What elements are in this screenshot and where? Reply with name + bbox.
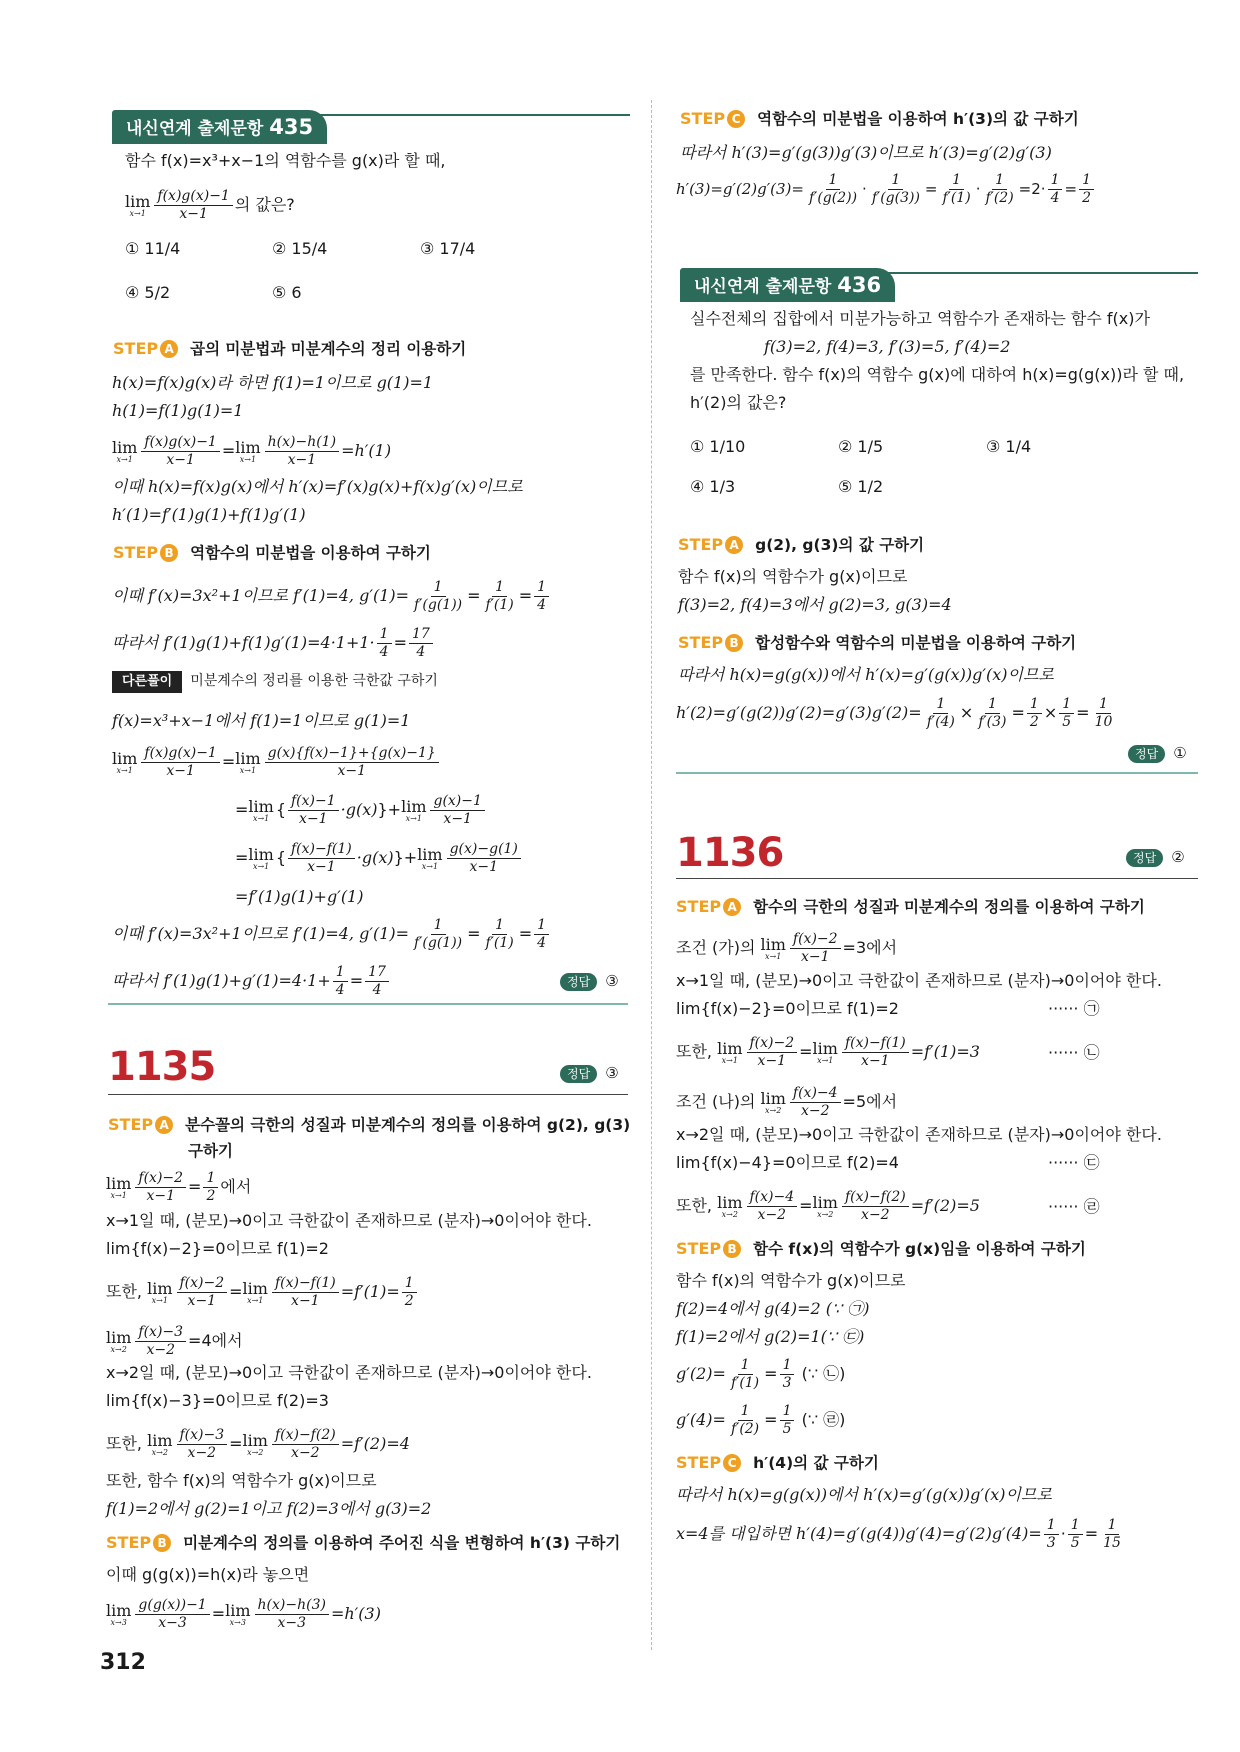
problem-number-1135: 1135 <box>108 1044 216 1090</box>
p1135-l7: lim{f(x)−3}=0이므로 f(2)=3 <box>106 1391 329 1410</box>
p1136-l7-mark: ······ ㉢ <box>1048 1153 1100 1172</box>
q436-answer: 정답 ① <box>1128 742 1187 764</box>
p1136-l8: 또한, lim x→2 $\frac{f(x)-4}{x-2}$ = lim x→2 $\frac{f(x)-f(2)}{x-2}$ =f′(2)=5 <box>676 1189 980 1223</box>
option-5[interactable]: ⑤ 6 <box>272 283 302 302</box>
alt-c4: = lim x→1 { $\frac{f(x)-f(1)}{x-1}$ ·g(x)}+ lim x→1 $\frac{g(x)-g(1)}{x-1}$ <box>235 838 523 878</box>
badge-underline <box>112 114 630 116</box>
alt-c2: lim x→1 $\frac{f(x)g(x)-1}{x-1}$ = lim x→1 $\frac{g(x)\{f(x)-1\}+\{g(x)-1\}}{x-1}$ <box>112 742 441 782</box>
alt-c5: =f′(1)g(1)+g′(1) <box>235 887 364 906</box>
q435-stem2 <box>125 186 295 224</box>
p1136-m3: f(1)=2에서 g(2)=1(∵ ㉢) <box>676 1327 865 1346</box>
alt-solution-heading: 다른풀이 미분계수의 정리를 이용한 극한값 구하기 <box>112 670 438 693</box>
q436-s3: 를 만족한다. 함수 f(x)의 역함수 g(x)에 대하여 h(x)=g(g(x))라 할 때, <box>690 365 1185 384</box>
q436-step-b: STEP B 합성함수와 역함수의 미분법을 이용하여 구하기 <box>678 633 1077 652</box>
p1135-l11: 이때 g(g(x))=h(x)라 놓으면 <box>106 1565 310 1584</box>
p1135-l4: 또한, lim x→1 $\frac{f(x)-2}{x-1}$ = lim x→1 $\frac{f(x)-f(1)}{x-1}$ =f′(1)= $\frac{1}{2}$ <box>106 1272 419 1312</box>
p1136-step-c: STEP C h′(4)의 값 구하기 <box>676 1453 879 1472</box>
q436-b2: h′(2)=g′(g(2))g′(2)=g′(3)g′(2)= $\frac{1}{f'(4)}$ × $\frac{1}{f'(3)}$ = $\frac{1}{2}$ × $\frac{1}{5}$ = $\frac{1}{10}$ <box>676 696 1113 730</box>
alt-c1: f(x)=x³+x−1에서 f(1)=1이므로 g(1)=1 <box>112 711 411 730</box>
p1135-l3: lim{f(x)−2}=0이므로 f(1)=2 <box>106 1239 329 1258</box>
p1135-c1: 따라서 h′(3)=g′(g(3))g′(3)이므로 h′(3)=g′(2)g′(3) <box>680 143 1052 162</box>
problem-rule <box>676 878 1198 879</box>
q435-a4: 이때 h(x)=f(x)g(x)에서 h′(x)=f′(x)g(x)+f(x)g′(x)이므로 <box>112 477 523 496</box>
p1136-step-b: STEP B 함수 f(x)의 역함수가 g(x)임을 이용하여 구하기 <box>676 1239 1086 1258</box>
p1136-n1: 따라서 h(x)=g(g(x))에서 h′(x)=g′(g(x))g′(x)이므로 <box>676 1485 1052 1504</box>
option-2[interactable]: ② 15/4 <box>272 239 328 258</box>
p1136-m1: 함수 f(x)의 역함수가 g(x)이므로 <box>676 1271 906 1290</box>
p1135-step-b: STEP B 미분계수의 정의를 이용하여 주어진 식을 변형하여 h′(3) 구하기 <box>106 1533 621 1552</box>
q435-a2: h(1)=f(1)g(1)=1 <box>112 401 244 420</box>
option-1[interactable]: ① 11/4 <box>125 239 181 258</box>
column-divider <box>651 100 652 1650</box>
q435-a1: h(x)=f(x)g(x)라 하면 f(1)=1이므로 g(1)=1 <box>112 373 434 392</box>
q436-b1: 따라서 h(x)=g(g(x))에서 h′(x)=g′(g(x))g′(x)이므로 <box>678 665 1054 684</box>
badge-label: 내신연계 출제문항 <box>694 277 832 297</box>
stem-tail: 의 값은? <box>234 195 295 214</box>
fraction: $\frac{f(x)g(x)-1}{x-1}$ <box>154 188 232 223</box>
q436-a1: 함수 f(x)의 역함수가 g(x)이므로 <box>678 567 908 586</box>
problem-number-1136: 1136 <box>676 830 784 876</box>
q436-s2: f(3)=2, f(4)=3, f′(3)=5, f′(4)=2 <box>764 337 1011 356</box>
q435-a5: h′(1)=f′(1)g(1)+f(1)g′(1) <box>112 505 306 524</box>
option-4[interactable]: ④ 1/3 <box>690 477 736 496</box>
alt-c3: = lim x→1 { $\frac{f(x)-1}{x-1}$ ·g(x)}+ lim x→1 $\frac{g(x)-1}{x-1}$ <box>235 790 487 830</box>
p1136-m5: g′(4)= $\frac{1}{f'(2)}$ = $\frac{1}{5}$ (∵ ㉣) <box>676 1403 846 1437</box>
section-rule <box>108 1003 628 1005</box>
section-rule <box>676 772 1198 774</box>
option-3[interactable]: ③ 1/4 <box>986 437 1032 456</box>
q436-step-a: STEP A g(2), g(3)의 값 구하기 <box>678 535 925 554</box>
p1136-l1: 조건 (가)의 lim x→1 $\frac{f(x)-2}{x-1}$ =3에서 <box>676 931 898 965</box>
q436-s4: h′(2)의 값은? <box>690 393 787 412</box>
p1135-answer: 정답 ③ <box>560 1062 619 1084</box>
option-5[interactable]: ⑤ 1/2 <box>838 477 884 496</box>
p1135-l6: x→2일 때, (분모)→0이고 극한값이 존재하므로 (분자)→0이어야 한다. <box>106 1363 592 1382</box>
badge-number: 435 <box>269 115 314 139</box>
p1136-m2: f(2)=4에서 g(4)=2 (∵ ㉠) <box>676 1299 870 1318</box>
p1136-l2: x→1일 때, (분모)→0이고 극한값이 존재하므로 (분자)→0이어야 한다. <box>676 971 1162 990</box>
p1135-l10: f(1)=2에서 g(2)=1이고 f(2)=3에서 g(3)=2 <box>106 1499 432 1518</box>
p1135-step-a-cont: 구하기 <box>188 1142 233 1160</box>
q435-a3: lim x→1 $\frac{f(x)g(x)-1}{x-1}$ = lim x→1 $\frac{h(x)-h(1)}{x-1}$ =h′(1) <box>112 434 392 468</box>
p1135-l5: lim x→2 $\frac{f(x)-3}{x-2}$ =4에서 <box>106 1324 243 1358</box>
problem-rule <box>108 1094 628 1095</box>
p1136-l3: lim{f(x)−2}=0이므로 f(1)=2 <box>676 999 899 1018</box>
p1135-step-a: STEP A 분수꼴의 극한의 성질과 미분계수의 정의를 이용하여 g(2), g(3) <box>108 1115 631 1134</box>
page-number: 312 <box>100 1650 146 1675</box>
p1136-m4: g′(2)= $\frac{1}{f'(1)}$ = $\frac{1}{3}$ (∵ ㉡) <box>676 1357 846 1391</box>
option-3[interactable]: ③ 17/4 <box>420 239 476 258</box>
p1135-l8: 또한, lim x→2 $\frac{f(x)-3}{x-2}$ = lim x→2 $\frac{f(x)-f(2)}{x-2}$ =f′(2)=4 <box>106 1427 410 1461</box>
p1136-l7: lim{f(x)−4}=0이므로 f(2)=4 <box>676 1153 899 1172</box>
lim: lim x→1 <box>125 191 151 218</box>
q436-s1: 실수전체의 집합에서 미분가능하고 역함수가 존재하는 함수 f(x)가 <box>690 309 1150 328</box>
q435-step-a: STEP A 곱의 미분법과 미분계수의 정리 이용하기 <box>113 339 467 358</box>
p1135-step-c: STEP C 역함수의 미분법을 이용하여 h′(3)의 값 구하기 <box>680 109 1079 128</box>
p1136-l4: 또한, lim x→1 $\frac{f(x)-2}{x-1}$ = lim x→1 $\frac{f(x)-f(1)}{x-1}$ =f′(1)=3 <box>676 1035 980 1069</box>
alt-c7: 따라서 f′(1)g(1)+g′(1)=4·1+ $\frac{1}{4}$ = $\frac{17}{4}$ <box>112 962 391 1000</box>
p1136-l3-mark: ······ ㉠ <box>1048 999 1100 1018</box>
p1135-l9: 또한, 함수 f(x)의 역함수가 g(x)이므로 <box>106 1471 377 1490</box>
p1136-answer: 정답 ② <box>1126 846 1185 868</box>
alt-c6: 이때 f′(x)=3x²+1이므로 f′(1)=4, g′(1)= $\frac{1}{f'(g(1))}$ = $\frac{1}{f'(1)}$ = $\frac{1}{4}$ <box>112 914 551 954</box>
q435-b1: 이때 f′(x)=3x²+1이므로 f′(1)=4, g′(1)= $\frac{1}{f'(g(1))}$ = $\frac{1}{f'(1)}$ = $\frac{1}{4}$ <box>112 576 551 616</box>
option-1[interactable]: ① 1/10 <box>690 437 746 456</box>
p1136-l6: x→2일 때, (분모)→0이고 극한값이 존재하므로 (분자)→0이어야 한다. <box>676 1125 1162 1144</box>
p1136-step-a: STEP A 함수의 극한의 성질과 미분계수의 정의를 이용하여 구하기 <box>676 897 1145 916</box>
p1136-n2: x=4를 대입하면 h′(4)=g′(g(4))g′(4)=g′(2)g′(4)= $\frac{1}{3}$ · $\frac{1}{5}$ = $\frac{1}{15}$ <box>676 1517 1121 1551</box>
option-2[interactable]: ② 1/5 <box>838 437 884 456</box>
q435-b2: 따라서 f′(1)g(1)+f(1)g′(1)=4·1+1· $\frac{1}{4}$ = $\frac{17}{4}$ <box>112 624 435 662</box>
p1136-l8-mark: ······ ㉣ <box>1048 1197 1100 1216</box>
q435-stem1: 함수 f(x)=x³+x−1의 역함수를 g(x)라 할 때, <box>125 151 446 170</box>
badge-underline <box>680 272 1198 274</box>
q435-step-b: STEP B 역함수의 미분법을 이용하여 구하기 <box>113 543 431 562</box>
q436-a2: f(3)=2, f(4)=3에서 g(2)=3, g(3)=4 <box>678 595 952 614</box>
q435-answer: 정답 ③ <box>560 970 619 992</box>
p1135-c2: h′(3)=g′(2)g′(3)= $\frac{1}{f'(g(2))}$ · $\frac{1}{f'(g(3))}$ = $\frac{1}{f'(1)}$ · $\frac{1}{f'(2)}$ =2· $\frac{1}{4}$ = $\frac{1}{2}$ <box>676 168 1096 210</box>
badge-label: 내신연계 출제문항 <box>126 119 264 139</box>
badge-number: 436 <box>837 273 882 297</box>
p1135-l1: lim x→1 $\frac{f(x)-2}{x-1}$ = $\frac{1}{2}$ 에서 <box>106 1170 252 1204</box>
p1135-l12: lim x→3 $\frac{g(g(x))-1}{x-3}$ = lim x→3 $\frac{h(x)-h(3)}{x-3}$ =h′(3) <box>106 1597 381 1631</box>
p1136-l4-mark: ······ ㉡ <box>1048 1043 1100 1062</box>
p1136-l5: 조건 (나)의 lim x→2 $\frac{f(x)-4}{x-2}$ =5에서 <box>676 1085 898 1119</box>
option-4[interactable]: ④ 5/2 <box>125 283 171 302</box>
p1135-l2: x→1일 때, (분모)→0이고 극한값이 존재하므로 (분자)→0이어야 한다. <box>106 1211 592 1230</box>
